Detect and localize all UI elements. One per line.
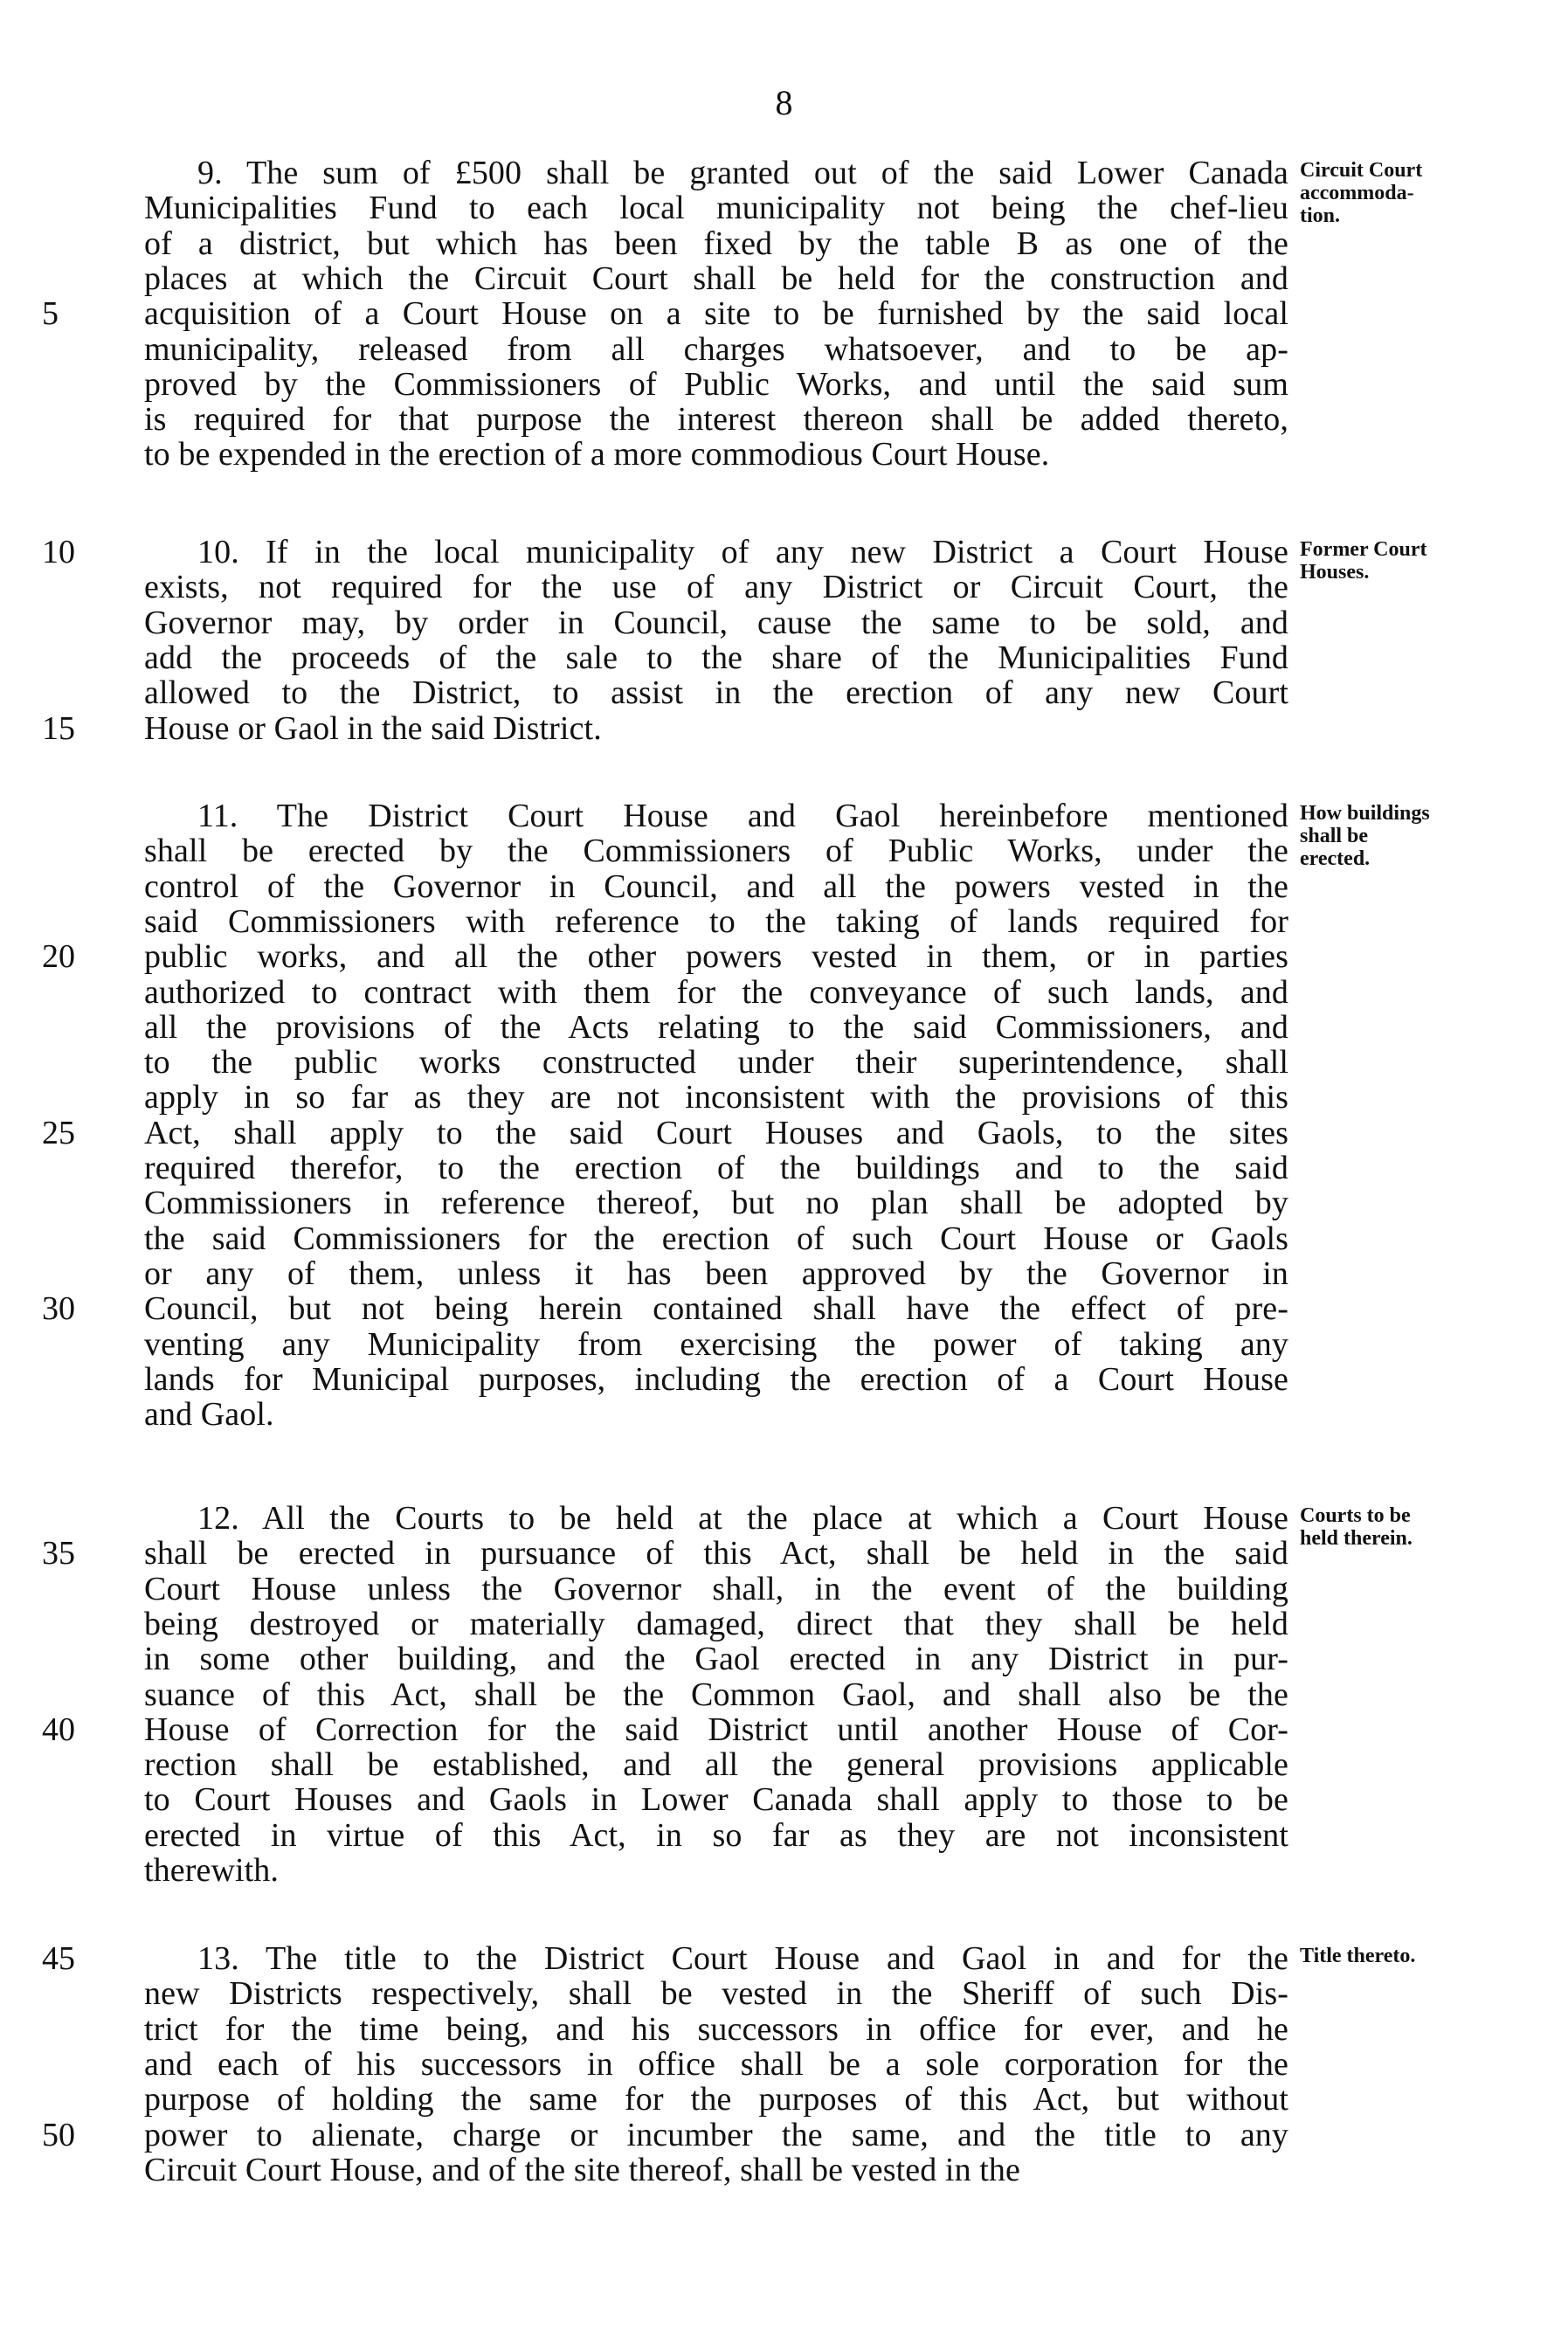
margin-note-line: Title thereto. [1300,1945,1416,1967]
margin-note-line: Houses. [1300,561,1370,584]
text-line: the said Commissioners for the erection of such Court House or Gaols [144,1220,1288,1257]
margin-note-line: held therein. [1300,1527,1413,1550]
text-line: exists, not required for the use of any District or Circuit Court, the [144,569,1288,605]
text-line: shall be erected in pursuance of this Act, shall be held in the said [144,1535,1288,1572]
text-line: Court House unless the Governor shall, in the event of the building [144,1571,1288,1607]
margin-note [1300,802,1549,870]
text-line: Governor may, by order in Council, cause the same to be sold, and [144,605,1288,641]
margin-note-line: Former Court [1300,538,1427,561]
margin-note-line: How buildings [1300,802,1430,825]
text-line: Council, but not being herein contained shall have the effect of pre- [144,1290,1288,1327]
line-number: 35 [42,1535,75,1572]
margin-note-line: erected. [1300,847,1371,870]
text-line: authorized to contract with them for the conveyance of such lands, and [144,974,1288,1011]
text-line: apply in so far as they are not inconsistent with the provisions of this [144,1079,1288,1116]
text-line: Commissioners in reference thereof, but no plan shall be adopted by [144,1185,1288,1221]
text-line: public works, and all the other powers vested in them, or in parties [144,938,1288,975]
margin-note-line: accommoda- [1300,182,1414,204]
page-number: 8 [775,83,793,122]
text-line: 12. All the Courts to be held at the place at which a Court House [197,1500,1288,1537]
text-line: Circuit Court House, and of the site thereof, shall be vested in the [144,2152,1021,2188]
text-line: erected in virtue of this Act, in so far as they are not inconsistent [144,1817,1288,1854]
text-line: acquisition of a Court House on a site to be furnished by the said local [144,295,1288,332]
text-line: lands for Municipal purposes, including the erection of a Court House [144,1361,1288,1398]
text-line: places at which the Circuit Court shall be held for the construction and [144,260,1288,297]
text-line: and each of his successors in office shall be a sole corporation for the [144,2046,1288,2083]
margin-note-line: shall be [1300,825,1369,847]
text-line: Act, shall apply to the said Court Houses and Gaols, to the sites [144,1115,1288,1151]
line-number: 50 [42,2117,75,2153]
text-line: to be expended in the erection of a more commodious Court House. [144,436,1050,473]
text-line: 9. The sum of £500 shall be granted out of the said Lower Canada [197,155,1288,191]
text-line: venting any Municipality from exercising the power of taking any [144,1326,1288,1363]
text-line: proved by the Commissioners of Public Works, and until the said sum [144,366,1288,403]
margin-note-line: Courts to be [1300,1504,1411,1527]
text-line: to Court Houses and Gaols in Lower Canada shall apply to those to be [144,1781,1288,1818]
margin-note [1300,1504,1549,1550]
text-line: purpose of holding the same for the purposes of this Act, but without [144,2081,1288,2118]
text-line: shall be erected by the Commissioners of Public Works, under the [144,833,1288,869]
text-line: suance of this Act, shall be the Common Gaol, and shall also be the [144,1676,1288,1713]
text-line: of a district, but which has been fixed by the table B as one of the [144,225,1288,262]
text-line: municipality, released from all charges whatsoever, and to be ap- [144,331,1288,368]
text-line: control of the Governor in Council, and all the powers vested in the [144,868,1288,905]
text-line: rection shall be established, and all the general provisions applicable [144,1746,1288,1783]
text-line: trict for the time being, and his successors in office for ever, and he [144,2011,1288,2048]
text-line: allowed to the District, to assist in the erection of any new Court [144,674,1288,711]
text-line: being destroyed or materially damaged, direct that they shall be held [144,1606,1288,1642]
text-line: House of Correction for the said District until another House of Cor- [144,1711,1288,1748]
line-number: 10 [42,534,75,570]
text-line: or any of them, unless it has been approved by the Governor in [144,1255,1288,1292]
text-line: all the provisions of the Acts relating to the said Commissioners, and [144,1009,1288,1046]
text-line: add the proceeds of the sale to the share of the Municipalities Fund [144,639,1288,676]
line-number: 15 [42,710,75,747]
margin-note-line: tion. [1300,204,1341,227]
margin-note [1300,1945,1549,1967]
line-number: 25 [42,1115,75,1151]
text-line: and Gaol. [144,1396,274,1433]
text-line: to the public works constructed under their superintendence, shall [144,1044,1288,1081]
margin-note [1300,159,1549,227]
margin-note [1300,538,1549,584]
text-line: 11. The District Court House and Gaol hereinbefore mentioned [197,798,1288,834]
line-number: 30 [42,1290,75,1327]
text-line: is required for that purpose the interest thereon shall be added thereto, [144,401,1288,438]
text-line: required therefor, to the erection of the buildings and to the said [144,1150,1288,1186]
line-number: 40 [42,1711,75,1748]
text-line: in some other building, and the Gaol erected in any District in pur- [144,1641,1288,1677]
text-line: 10. If in the local municipality of any new District a Court House [197,534,1288,570]
text-line: Municipalities Fund to each local municipality not being the chef-lieu [144,190,1288,226]
text-line: 13. The title to the District Court House and Gaol in and for the [197,1940,1288,1977]
line-number: 5 [42,295,59,332]
text-line: therewith. [144,1852,280,1889]
margin-note-line: Circuit Court [1300,159,1423,182]
text-line: House or Gaol in the said District. [144,710,602,747]
text-line: power to alienate, charge or incumber the same, and the title to any [144,2117,1288,2153]
line-number: 45 [42,1940,75,1977]
line-number: 20 [42,938,75,975]
text-line: said Commissioners with reference to the taking of lands required for [144,903,1288,940]
text-line: new Districts respectively, shall be vested in the Sheriff of such Dis- [144,1975,1288,2012]
